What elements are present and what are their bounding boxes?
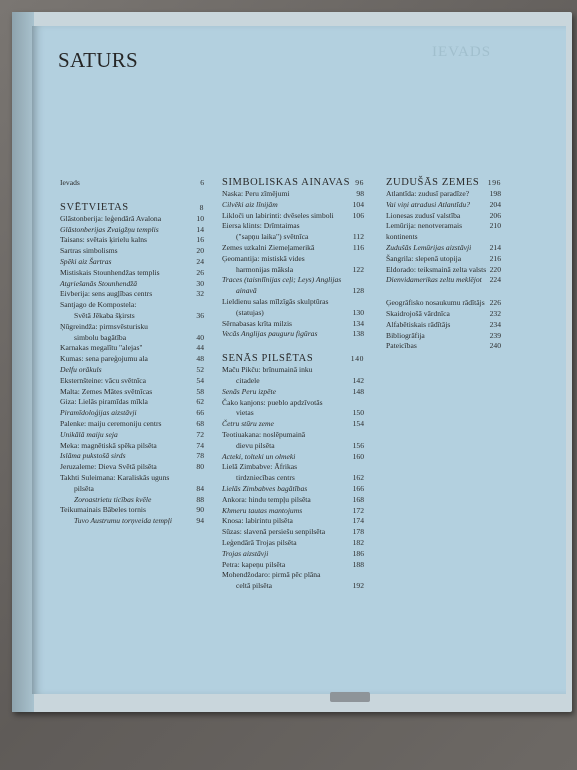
section-title: SENĀS PILSĒTAS xyxy=(222,353,314,365)
page-number: 68 xyxy=(196,418,204,428)
entry-title: Sartras simbolisms xyxy=(60,246,118,256)
entry-title: Khmeru tautas mantojums xyxy=(222,505,303,515)
entry-title: Eivberija: sens augļības centrs xyxy=(60,289,153,299)
page-corner xyxy=(330,692,370,702)
page-number: 36 xyxy=(196,310,204,320)
toc-entry xyxy=(386,189,501,200)
entry-title: Maču Pikču: brīnumainā inku xyxy=(222,365,313,375)
toc-entry xyxy=(222,581,364,592)
section-title: SVĒTVIETAS xyxy=(60,201,129,213)
page-number: 232 xyxy=(489,308,501,318)
entry-title: Glāstonberija: leģendārā Avalona xyxy=(60,213,162,223)
page-number: 160 xyxy=(352,451,364,461)
entry-title: Traces (taisnlīnijas ceļi; Leys) Anglijas xyxy=(222,275,342,285)
page-number: 10 xyxy=(196,213,204,223)
section-heading xyxy=(222,352,364,365)
entry-title: Tuvo Austrumu torņveida tempļi xyxy=(74,516,172,526)
toc-entry xyxy=(222,254,364,265)
toc-entry xyxy=(222,365,364,376)
entry-title: Sūzas: slavenā persiešu senpilsēta xyxy=(222,527,326,537)
toc-entry xyxy=(60,387,204,398)
entry-title: Senās Peru izpēte xyxy=(222,386,276,396)
entry-title: Bibliogrāfija xyxy=(386,330,425,340)
toc-entry xyxy=(222,308,364,319)
page-number: 128 xyxy=(352,286,364,296)
entry-title: Glāstonberijas Zvaigžņu templis xyxy=(60,224,159,234)
entry-title: celtā pilsēta xyxy=(236,581,273,591)
page-number: 20 xyxy=(196,246,204,256)
toc-entry xyxy=(222,265,364,276)
section-heading xyxy=(60,201,204,214)
toc-entry xyxy=(222,297,364,308)
toc-entry xyxy=(386,221,501,243)
book-spine xyxy=(12,12,34,712)
page-number: 14 xyxy=(196,224,204,234)
page-number: 24 xyxy=(196,256,204,266)
show-through-title: IEVADS xyxy=(432,44,492,60)
toc-entry xyxy=(386,320,501,331)
page-number: 220 xyxy=(489,264,501,274)
entry-title: Unikālā maiju seja xyxy=(60,429,118,439)
toc-column-1 xyxy=(60,178,204,527)
section-title: ZUDUŠĀS ZEMES xyxy=(386,177,480,188)
entry-title: Lielās Zimbabves bagātības xyxy=(222,483,308,493)
toc-entry xyxy=(60,397,204,408)
toc-entry xyxy=(60,484,204,495)
entry-title: Teikumainais Bābeles tornis xyxy=(60,505,146,515)
toc-entry xyxy=(60,300,204,311)
toc-entry xyxy=(60,408,204,419)
page-number: 90 xyxy=(196,505,204,515)
page-number: 54 xyxy=(196,375,204,385)
entry-title: Leģendārā Trojas pilsēta xyxy=(222,537,297,547)
entry-title: ("sapņu laika") svētnīca xyxy=(236,232,309,242)
entry-title: Delfu orākuls xyxy=(60,364,102,374)
entry-title: tirdzniecības centrs xyxy=(236,473,295,483)
toc-entry xyxy=(222,430,364,441)
toc-entry xyxy=(222,221,364,232)
toc-entry xyxy=(222,319,364,330)
toc-entry xyxy=(222,286,364,297)
page-number: 80 xyxy=(196,462,204,472)
toc-entry xyxy=(222,243,364,254)
toc-entry xyxy=(222,211,364,222)
entry-title: Teotiuakana: noslēpumainā xyxy=(222,429,306,439)
page-number: 214 xyxy=(489,242,501,252)
page-number: 130 xyxy=(352,307,364,317)
entry-title: Islāma pukstošā sirds xyxy=(60,451,126,461)
toc-entry xyxy=(222,452,364,463)
page-number: 66 xyxy=(196,408,204,418)
entry-title: Jeruzaleme: Dieva Svētā pilsēta xyxy=(60,462,157,472)
entry-title: Četru stūru zeme xyxy=(222,419,274,429)
entry-title: Ievads xyxy=(60,178,80,187)
page-number: 140 xyxy=(350,354,364,364)
page-number: 26 xyxy=(196,267,204,277)
page-number: 96 xyxy=(355,178,364,187)
entry-title: Zemes uzkalni Ziemeļamerikā xyxy=(222,242,315,252)
entry-title: Ģeogrāfisko nosaukumu rādītājs xyxy=(386,298,485,308)
toc-entry xyxy=(60,214,204,225)
entry-title: Skaidrojošā vārdnīca xyxy=(386,308,450,318)
entry-title: Giza: Lielās piramīdas mīkla xyxy=(60,397,148,407)
entry-title: Sērnabasas krīta milzis xyxy=(222,318,293,328)
entry-title: Karnakas megalītu "alejas" xyxy=(60,343,143,353)
toc-entry xyxy=(222,189,364,200)
toc-entry xyxy=(60,311,204,322)
entry-title: Spēki aiz Šartras xyxy=(60,256,112,266)
page-number: 98 xyxy=(356,189,364,198)
entry-title: Mistiskais Stounhendžas templis xyxy=(60,267,160,277)
page-number: 204 xyxy=(489,199,501,209)
entry-title: Cilvēki aiz līnijām xyxy=(222,199,278,209)
toc-entry xyxy=(386,331,501,342)
entry-title: Malta: Zemes Mātes svētnīcas xyxy=(60,386,153,396)
toc-entry xyxy=(60,257,204,268)
toc-entry xyxy=(60,268,204,279)
toc-entry xyxy=(60,376,204,387)
toc-entry xyxy=(60,451,204,462)
entry-title: Naska: Peru zīmējumi xyxy=(222,189,290,198)
page-number: 216 xyxy=(489,253,501,263)
page-number: 224 xyxy=(489,275,501,285)
entry-title: (statujas) xyxy=(236,307,264,317)
page-number: 192 xyxy=(352,581,364,591)
entry-title: Petra: kapeņu pilsēta xyxy=(222,559,286,569)
entry-title: Taisans: svētais ķirielu kalns xyxy=(60,235,147,245)
page-number: 174 xyxy=(352,516,364,526)
page-number: 16 xyxy=(196,235,204,245)
entry-title: Acteki, tolteki un olmeki xyxy=(222,451,296,461)
entry-title: Alfabētiskais rādītājs xyxy=(386,319,451,329)
page-number: 8 xyxy=(199,202,204,212)
entry-title: Eksternšteine: vācu svētnīca xyxy=(60,375,147,385)
toc-entry xyxy=(386,309,501,320)
page-number: 198 xyxy=(489,189,501,198)
toc-entry xyxy=(222,516,364,527)
page-number: 168 xyxy=(352,494,364,504)
toc-entry xyxy=(60,322,204,333)
page-number: 74 xyxy=(196,440,204,450)
page-number: 150 xyxy=(352,408,364,418)
toc-entry xyxy=(60,279,204,290)
toc-entry xyxy=(222,200,364,211)
page-number: 104 xyxy=(352,199,364,209)
entry-title: Dienvidamerikas zeltu meklējot xyxy=(386,275,482,285)
toc-entry xyxy=(60,235,204,246)
toc-entry xyxy=(386,254,501,265)
page-title: SATURS xyxy=(58,48,138,72)
entry-title: Svētā Jēkaba šķirsts xyxy=(74,310,135,320)
page-number: 234 xyxy=(489,319,501,329)
entry-title: Lielā Zimbabve: Āfrikas xyxy=(222,462,298,472)
page-number: 148 xyxy=(352,386,364,396)
entry-title: Takhti Suleimana: Karaliskās uguns xyxy=(60,472,170,482)
toc-entry xyxy=(60,495,204,506)
toc-entry xyxy=(222,232,364,243)
toc-column-3 xyxy=(386,176,501,352)
page-number: 32 xyxy=(196,289,204,299)
entry-title: Lemūrija: nenotveramais kontinents xyxy=(386,221,463,242)
section-title: SIMBOLISKAS AINAVAS xyxy=(222,177,351,188)
entry-title: dievu pilsēta xyxy=(236,440,275,450)
page-number: 94 xyxy=(196,516,204,526)
entry-title: Zoroastrietu ticības kvēle xyxy=(74,494,152,504)
section-spacer xyxy=(60,189,204,201)
page-number: 206 xyxy=(489,210,501,220)
page-number: 84 xyxy=(196,483,204,493)
toc-entry xyxy=(222,549,364,560)
toc-entry xyxy=(60,333,204,344)
page-number: 178 xyxy=(352,527,364,537)
page-number: 72 xyxy=(196,429,204,439)
entry-title: Kumas: sena pareģojumu ala xyxy=(60,354,148,364)
toc-entry xyxy=(60,516,204,527)
page-number: 196 xyxy=(487,178,501,187)
toc-entry xyxy=(222,527,364,538)
toc-entry xyxy=(222,275,364,286)
entry-title: Ģeomantija: mistiskā vides xyxy=(222,253,305,263)
page-number: 78 xyxy=(196,451,204,461)
toc-entry xyxy=(222,398,364,409)
section-heading xyxy=(222,176,364,189)
entry-title: Eiersa klints: Drīmtaimas xyxy=(222,221,300,231)
toc-entry xyxy=(222,462,364,473)
entry-title: Čako kanjons: pueblo apdzīvotās xyxy=(222,397,323,407)
toc-entry xyxy=(222,441,364,452)
toc-entry xyxy=(222,538,364,549)
entry-title: vietas xyxy=(236,408,254,418)
toc-entry xyxy=(222,329,364,340)
toc-entry xyxy=(60,441,204,452)
page-number: 40 xyxy=(196,332,204,342)
entry-title: simbolu bagātība xyxy=(74,332,127,342)
toc-entry xyxy=(222,560,364,571)
entry-title: Pateicības xyxy=(386,341,417,351)
page-number: 112 xyxy=(352,232,364,242)
toc-entry xyxy=(386,298,501,309)
page-number: 6 xyxy=(200,178,204,187)
entry-title: ainavā xyxy=(236,286,257,296)
section-spacer xyxy=(222,340,364,352)
toc-entry xyxy=(222,473,364,484)
entry-title: harmonijas māksla xyxy=(236,264,294,274)
page-number: 182 xyxy=(352,537,364,547)
toc-entry xyxy=(222,376,364,387)
toc-entry xyxy=(60,365,204,376)
page-number: 62 xyxy=(196,397,204,407)
toc-entry xyxy=(386,341,501,352)
toc-entry xyxy=(60,289,204,300)
page-number: 48 xyxy=(196,354,204,364)
toc-entry xyxy=(386,243,501,254)
page-number: 142 xyxy=(352,375,364,385)
page-number: 210 xyxy=(489,221,501,231)
toc-entry xyxy=(222,484,364,495)
entry-title: Lionesas zudusī valstība xyxy=(386,210,461,220)
toc-entry xyxy=(60,354,204,365)
page-number: 172 xyxy=(352,505,364,515)
entry-title: Eldorado: teiksmainā zelta valsts xyxy=(386,264,487,274)
page-number: 156 xyxy=(352,440,364,450)
page-number: 166 xyxy=(352,483,364,493)
section-heading xyxy=(386,176,501,189)
entry-title: Vai viņi atradusi Atlantīdu? xyxy=(386,199,471,209)
toc-entry xyxy=(60,225,204,236)
page-number: 239 xyxy=(489,330,501,340)
toc-entry xyxy=(60,178,204,189)
toc-entry xyxy=(222,408,364,419)
toc-entry xyxy=(222,570,364,581)
entry-title: Atgriešanās Stounhendžā xyxy=(60,278,137,288)
page-number: 88 xyxy=(196,494,204,504)
page-number: 122 xyxy=(352,264,364,274)
toc-entry xyxy=(60,343,204,354)
toc-entry xyxy=(222,506,364,517)
page-number: 240 xyxy=(489,341,501,351)
page-number: 106 xyxy=(352,210,364,220)
entry-title: Palenke: maiju ceremoniju centrs xyxy=(60,418,162,428)
page-number: 134 xyxy=(352,318,364,328)
toc-entry xyxy=(386,200,501,211)
entry-title: Knosa: labirintu pilsēta xyxy=(222,516,293,526)
section-spacer xyxy=(386,286,501,298)
entry-title: Ankora: hindu tempļu pilsēta xyxy=(222,494,311,504)
entry-title: citadele xyxy=(236,375,260,385)
page-number: 44 xyxy=(196,343,204,353)
entry-title: Ņūgreindža: pirmsvēsturisku xyxy=(60,321,148,331)
toc-entry xyxy=(386,265,501,276)
entry-title: Santjago de Kompostela: xyxy=(60,300,137,310)
entry-title: Trojas aizstāvji xyxy=(222,548,269,558)
page-number: 154 xyxy=(352,419,364,429)
toc-entry xyxy=(386,275,501,286)
toc-entry xyxy=(60,246,204,257)
page-number: 226 xyxy=(489,298,501,308)
toc-entry xyxy=(222,387,364,398)
entry-title: Šangrila: slepenā utopija xyxy=(386,253,462,263)
toc-entry xyxy=(60,430,204,441)
entry-title: Mohendžodaro: pirmā pēc plāna xyxy=(222,570,321,580)
entry-title: Vecās Anglijas pauguru figūras xyxy=(222,329,318,339)
page-number: 188 xyxy=(352,559,364,569)
toc-column-2 xyxy=(222,176,364,592)
entry-title: Zudušās Lemūrijas aizstāvji xyxy=(386,242,472,252)
toc-entry xyxy=(60,505,204,516)
page-number: 52 xyxy=(196,364,204,374)
toc-entry xyxy=(222,419,364,430)
toc-entry xyxy=(60,462,204,473)
entry-title: Piramīdoloģijas aizstāvji xyxy=(60,408,137,418)
page-number: 162 xyxy=(352,473,364,483)
entry-title: Atlantīda: zudusī paradīze? xyxy=(386,189,470,198)
toc-entry xyxy=(60,419,204,430)
entry-title: Meka: magnētiskā spēka pilsēta xyxy=(60,440,157,450)
page-number: 186 xyxy=(352,548,364,558)
toc-entry xyxy=(386,211,501,222)
toc-entry xyxy=(222,495,364,506)
toc-entry xyxy=(60,473,204,484)
page-number: 30 xyxy=(196,278,204,288)
entry-title: Likloči un labirinti: dvēseles simboli xyxy=(222,210,334,220)
page-number: 116 xyxy=(352,242,364,252)
entry-title: Lieldienu salas mīlzīgās skulptūras xyxy=(222,296,329,306)
page-number: 138 xyxy=(352,329,364,339)
page-number: 58 xyxy=(196,386,204,396)
entry-title: pilsēta xyxy=(74,483,94,493)
